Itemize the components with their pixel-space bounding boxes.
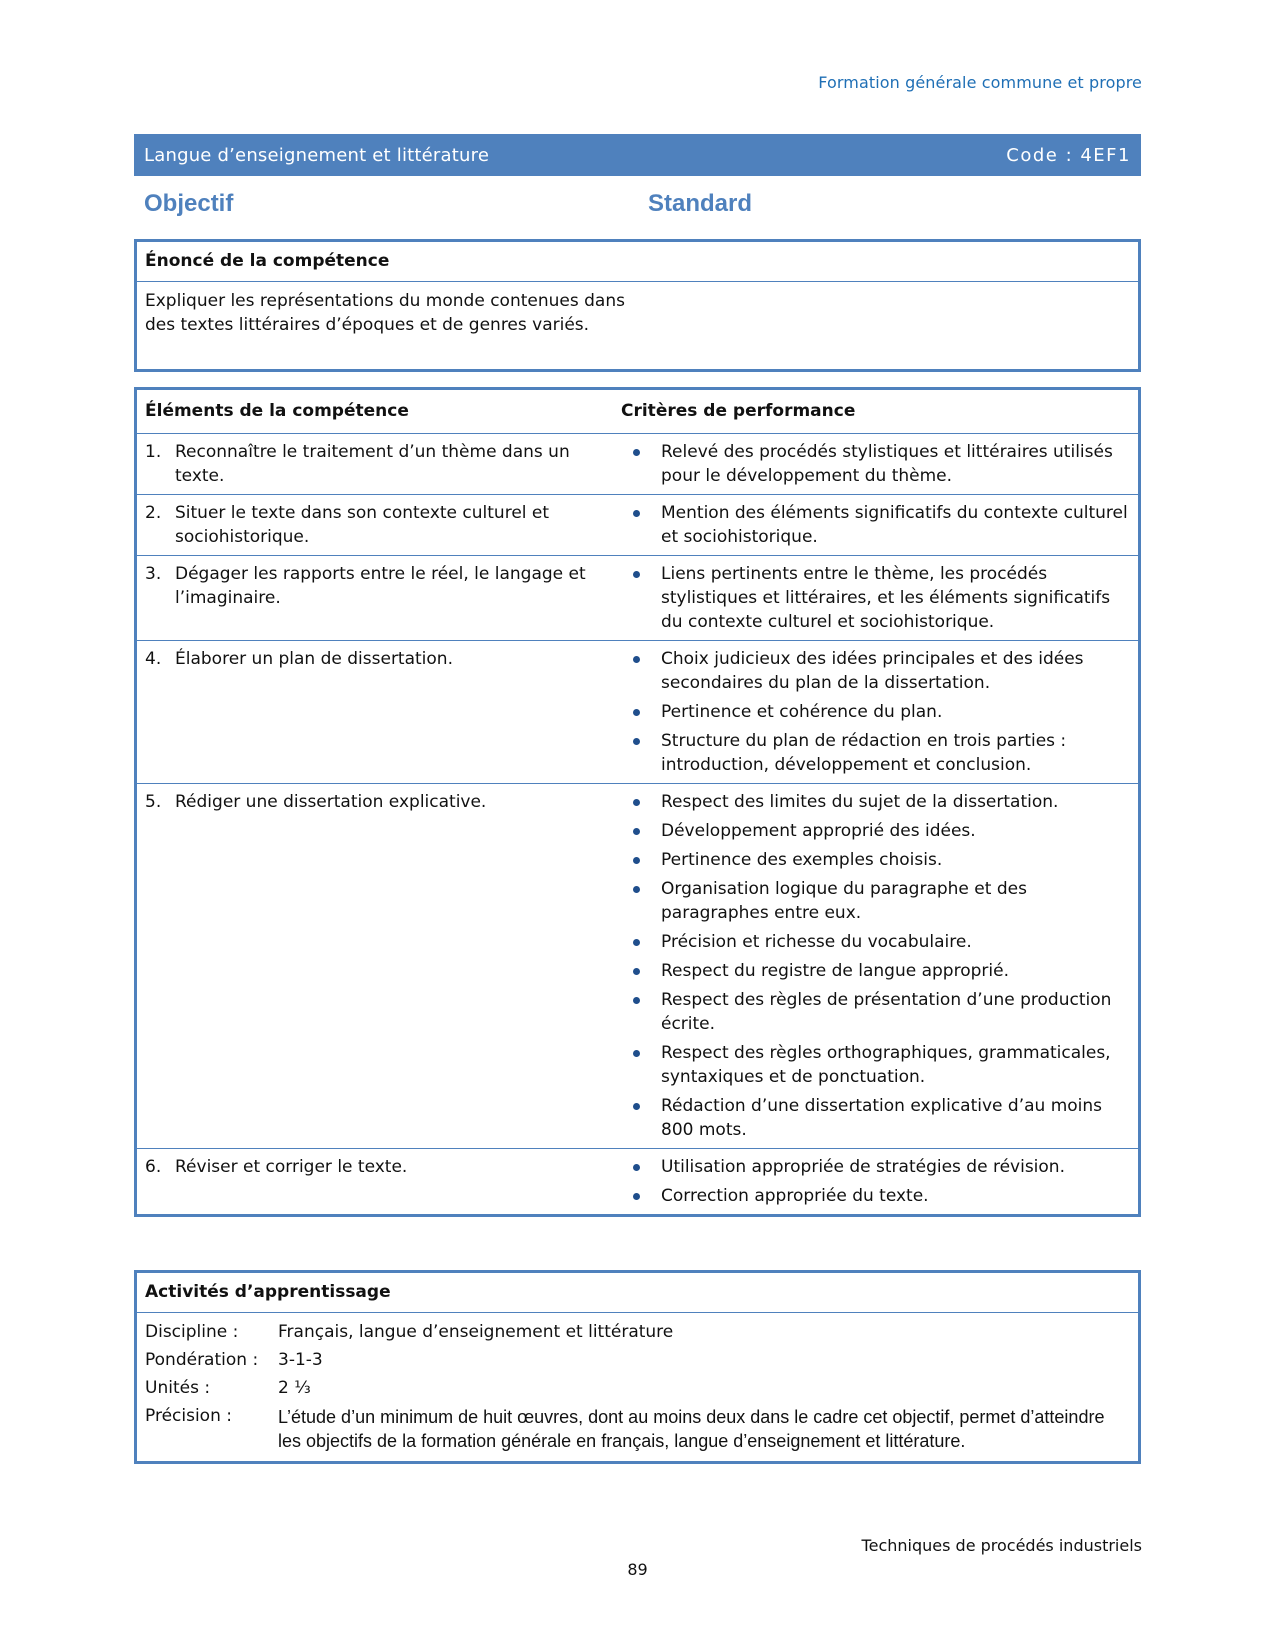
criteres-header: Critères de performance xyxy=(621,401,856,421)
criteria-cell xyxy=(621,641,1138,783)
activite-row xyxy=(145,1318,1130,1346)
criterion-text: Relevé des procédés stylistiques et littéraires utilisés pour le développement du thème. xyxy=(661,442,1113,486)
activites-body xyxy=(137,1313,1138,1461)
element-cell xyxy=(137,495,621,555)
criterion-text: Mention des éléments significatifs du contexte culturel et sociohistorique. xyxy=(661,503,1128,547)
table-row xyxy=(137,784,1138,1149)
criterion-item xyxy=(621,647,1130,695)
bullet-icon xyxy=(621,790,661,814)
criterion-text: Pertinence et cohérence du plan. xyxy=(661,702,943,722)
numbered-element xyxy=(145,1155,613,1179)
element-number: 1. xyxy=(145,442,162,462)
criterion-text: Liens pertinents entre le thème, les procédés stylistiques et littéraires, et les éléments significatifs du contexte culturel et sociohistorique. xyxy=(661,564,1111,632)
criterion-item xyxy=(621,959,1130,983)
table-row xyxy=(137,556,1138,641)
bullet-icon xyxy=(621,700,661,724)
criteria-cell xyxy=(621,556,1138,640)
numbered-element xyxy=(145,647,613,671)
criterion-item xyxy=(621,1041,1130,1089)
objectif-label: Objectif xyxy=(144,190,234,217)
bullet-icon xyxy=(621,1184,661,1208)
bullet-icon xyxy=(621,729,661,777)
activite-row xyxy=(145,1346,1130,1374)
element-text: Reconnaître le traitement d’un thème dans un texte. xyxy=(175,442,570,486)
table-header-row xyxy=(137,390,1138,434)
table-body xyxy=(137,434,1138,1214)
activite-label: Précision : xyxy=(145,1406,232,1426)
running-header: Formation générale commune et propre xyxy=(818,73,1142,92)
bullet-icon xyxy=(621,501,661,549)
activite-value: Français, langue d’enseignement et littérature xyxy=(278,1322,674,1342)
footer-program: Techniques de procédés industriels xyxy=(861,1536,1142,1555)
table-row xyxy=(137,1149,1138,1214)
criterion-text: Rédaction d’une dissertation explicative d’au moins 800 mots. xyxy=(661,1096,1103,1140)
activite-label: Discipline : xyxy=(145,1322,239,1342)
criteria-cell xyxy=(621,784,1138,1148)
criterion-text: Respect du registre de langue approprié. xyxy=(661,961,1009,981)
criteria-cell xyxy=(621,495,1138,555)
bullet-icon xyxy=(621,647,661,695)
criterion-item xyxy=(621,819,1130,843)
bullet-icon xyxy=(621,1155,661,1179)
criterion-text: Respect des règles orthographiques, grammaticales, syntaxiques et de ponctuation. xyxy=(661,1043,1111,1087)
activite-value: 3-1-3 xyxy=(278,1350,323,1370)
criterion-text: Structure du plan de rédaction en trois parties : introduction, développement et conclusion. xyxy=(661,731,1067,775)
element-cell xyxy=(137,784,621,1148)
criterion-item xyxy=(621,1184,1130,1208)
elements-header: Éléments de la compétence xyxy=(145,401,409,421)
bullet-icon xyxy=(621,819,661,843)
element-number: 3. xyxy=(145,564,162,584)
activite-label: Unités : xyxy=(145,1378,211,1398)
element-text: Élaborer un plan de dissertation. xyxy=(175,649,453,669)
criterion-item xyxy=(621,1155,1130,1179)
numbered-element xyxy=(145,440,613,488)
enonce-box xyxy=(134,239,1141,372)
criterion-text: Utilisation appropriée de stratégies de révision. xyxy=(661,1157,1065,1177)
criterion-text: Respect des règles de présentation d’une production écrite. xyxy=(661,990,1112,1034)
course-title: Langue d’enseignement et littérature xyxy=(144,144,490,166)
table-row xyxy=(137,495,1138,556)
activite-value: L’étude d’un minimum de huit œuvres, dont au moins deux dans le cadre cet objectif, permet d’atteindre les objectifs de la formation générale en français, langue d’enseignement et littérature. xyxy=(278,1407,1105,1451)
page-number: 89 xyxy=(627,1560,648,1579)
criterion-item xyxy=(621,700,1130,724)
criterion-text: Précision et richesse du vocabulaire. xyxy=(661,932,972,952)
activites-box xyxy=(134,1270,1141,1464)
course-code: Code : 4EF1 xyxy=(1006,144,1131,166)
standard-label: Standard xyxy=(648,190,753,217)
bullet-icon xyxy=(621,848,661,872)
element-text: Rédiger une dissertation explicative. xyxy=(175,792,487,812)
bullet-icon xyxy=(621,877,661,925)
criterion-item xyxy=(621,562,1130,634)
criterion-text: Choix judicieux des idées principales et des idées secondaires du plan de la dissertation. xyxy=(661,649,1084,693)
course-title-bar xyxy=(134,134,1141,176)
elements-table xyxy=(134,387,1141,1217)
activite-row xyxy=(145,1374,1130,1402)
activite-label: Pondération : xyxy=(145,1350,259,1370)
activite-row xyxy=(145,1402,1130,1453)
criterion-text: Respect des limites du sujet de la dissertation. xyxy=(661,792,1059,812)
bullet-icon xyxy=(621,1094,661,1142)
criterion-text: Correction appropriée du texte. xyxy=(661,1186,929,1206)
element-number: 2. xyxy=(145,503,162,523)
criterion-item xyxy=(621,790,1130,814)
element-number: 4. xyxy=(145,649,162,669)
table-row xyxy=(137,641,1138,784)
criterion-item xyxy=(621,1094,1130,1142)
element-cell xyxy=(137,434,621,494)
criterion-item xyxy=(621,729,1130,777)
element-text: Réviser et corriger le texte. xyxy=(175,1157,408,1177)
element-number: 6. xyxy=(145,1157,162,1177)
element-cell xyxy=(137,641,621,783)
numbered-element xyxy=(145,501,613,549)
criteria-cell xyxy=(621,434,1138,494)
element-text: Dégager les rapports entre le réel, le langage et l’imaginaire. xyxy=(175,564,586,608)
element-cell xyxy=(137,1149,621,1214)
bullet-icon xyxy=(621,440,661,488)
bullet-icon xyxy=(621,930,661,954)
table-row xyxy=(137,434,1138,495)
criterion-text: Pertinence des exemples choisis. xyxy=(661,850,943,870)
enonce-text: Expliquer les représentations du monde contenues dans des textes littéraires d’époques et de genres variés. xyxy=(145,291,625,335)
criterion-item xyxy=(621,877,1130,925)
criterion-item xyxy=(621,930,1130,954)
numbered-element xyxy=(145,790,613,814)
activites-heading: Activités d’apprentissage xyxy=(137,1273,1138,1313)
criterion-text: Organisation logique du paragraphe et des paragraphes entre eux. xyxy=(661,879,1027,923)
criterion-item xyxy=(621,440,1130,488)
element-number: 5. xyxy=(145,792,162,812)
activite-value: 2 ⅓ xyxy=(278,1378,311,1398)
bullet-icon xyxy=(621,959,661,983)
element-text: Situer le texte dans son contexte culturel et sociohistorique. xyxy=(175,503,550,547)
bullet-icon xyxy=(621,988,661,1036)
criterion-item xyxy=(621,848,1130,872)
numbered-element xyxy=(145,562,613,610)
criterion-text: Développement approprié des idées. xyxy=(661,821,976,841)
criterion-item xyxy=(621,988,1130,1036)
criteria-cell xyxy=(621,1149,1138,1214)
enonce-heading: Énoncé de la compétence xyxy=(137,242,1138,282)
criterion-item xyxy=(621,501,1130,549)
bullet-icon xyxy=(621,1041,661,1089)
bullet-icon xyxy=(621,562,661,634)
element-cell xyxy=(137,556,621,640)
